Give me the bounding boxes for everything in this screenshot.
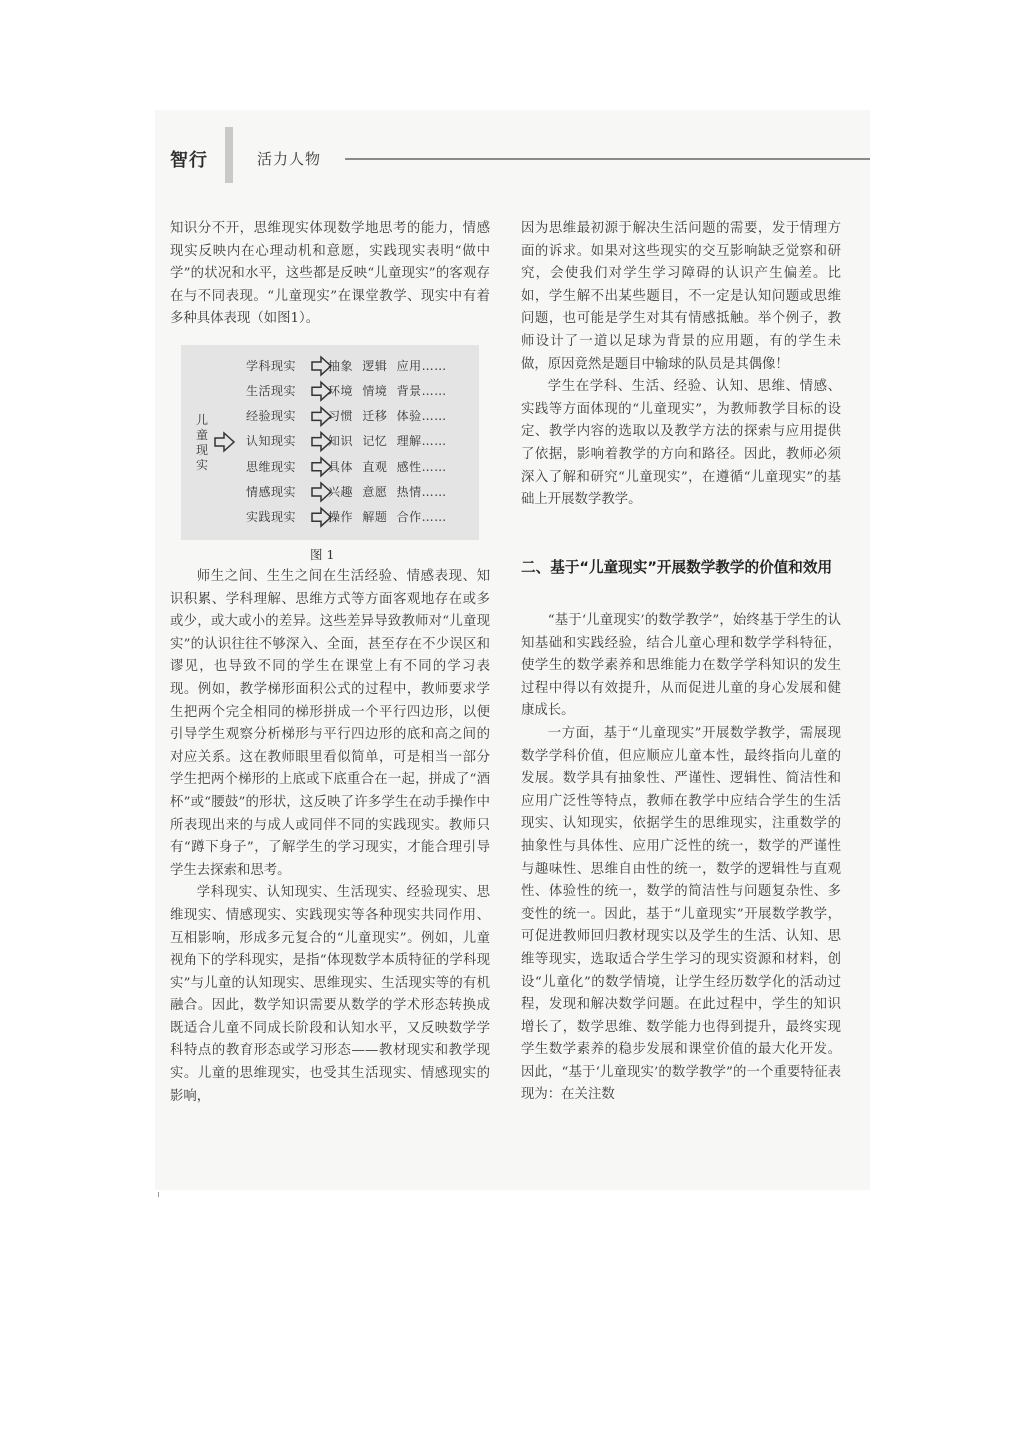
figure-row xyxy=(246,509,447,525)
figure-row xyxy=(246,408,447,424)
paragraph: 因为思维最初源于解决生活问题的需要，发于情理方面的诉求。如果对这些现实的交互影响缺乏觉察和研究，会使我们对学生学习障碍的认识产生偏差。比如，学生解不出某些题目，不一定是认知问题或思维问题，也可能是学生对其有情感抵触。举个例子，教师设计了一道以足球为背景的应用题，有的学生未做，原因竟然是题目中输球的队员是其偶像！ xyxy=(521,221,841,372)
section-heading: 二、基于“儿童现实”开展数学教学的价值和效用 xyxy=(521,559,833,576)
figure-caption: 图 1 xyxy=(310,547,335,562)
left-column-top xyxy=(170,218,490,331)
scan-mark xyxy=(158,1192,159,1197)
row-name: 认知现实 xyxy=(246,434,297,448)
paragraph: 一方面，基于“儿童现实”开展数学教学，需展现数学学科价值，但应顺应儿童本性，最终指向儿童的发展。数学具有抽象性、严谨性、逻辑性、简洁性和应用广泛性等特点，教师在教学中应结合学生的生活现实、认知现实，依据学生的思维现实，注重数学的抽象性与具体性、应用广泛性的统一，数学的严谨性与趣味性、思维自由性的统一，数学的逻辑性与直观性、体验性的统一，数学的简洁性与问题复杂性、多变性的统一。因此，基于“儿童现实”开展数学教学，可促进教师回归教材现实以及学生的生活、认知、思维等现实，选取适合学生学习的现实资源和材料，创设“儿童化”的数学情境，让学生经历数学化的活动过程，发现和解决数学问题。在此过程中，学生的知识增长了，数学思维、数学能力也得到提升，最终实现学生数学素养的稳步发展和课堂价值的最大化开发。因此，“基于‘儿童现实’的数学教学”的一个重要特征表现为：在关注数 xyxy=(521,725,841,1103)
paragraph: 师生之间、生生之间在生活经验、情感表现、知识积累、学科理解、思维方式等方面客观地存在或多或少，或大或小的差异。这些差异导致教师对“儿童现实”的认识往往不够深入、全面，甚至存在不少误区和谬见，也导致不同的学生在课堂上有不同的学习表现。例如，教学梯形面积公式的过程中，教师要求学生把两个完全相同的梯形拼成一个平行四边形，以便引导学生观察分析梯形与平行四边形的底和高之间的对应关系。这在教师眼里看似简单，可是相当一部分学生把两个梯形的上底或下底重合在一起，拼成了“酒杯”或“腰鼓”的形状，这反映了许多学生在动手操作中所表现出来的与成人或同伴不同的实践现实。教师只有“蹲下身子”，了解学生的学习现实，才能合理引导学生去探索和思考。 xyxy=(170,569,490,878)
header-rule xyxy=(345,158,870,160)
paragraph: 知识分不开，思维现实体现数学地思考的能力，情感现实反映内在心理动机和意愿，实践现实表明“做中学”的状况和水平，这些都是反映“儿童现实”的客观存在与不同表现。“儿童现实”在课堂教学、现实中有着多种具体表现（如图1）。 xyxy=(170,221,490,327)
row-name: 经验现实 xyxy=(246,409,297,423)
paragraph: 学生在学科、生活、经验、认知、思维、情感、实践等方面体现的“儿童现实”，为教师教学目标的设定、教学内容的选取以及教学方法的探索与应用提供了依据，影响着教学的方向和路径。因此，教师必须深入了解和研究“儿童现实”，在遵循“儿童现实”的基础上开展数学教学。 xyxy=(521,379,841,508)
figure-root-label: 儿童现实 xyxy=(196,413,209,472)
row-name: 思维现实 xyxy=(246,460,297,474)
figure-row xyxy=(246,459,447,475)
left-column-body xyxy=(170,566,490,1108)
paragraph: “基于‘儿童现实’的数学教学”，始终基于学生的认知基础和实践经验，结合儿童心理和数学学科特征，使学生的数学素养和思维能力在数学学科知识的发生过程中得以有效提升，从而促进儿童的身心发展和健康成长。 xyxy=(521,613,841,719)
row-items: 抽象 逻辑 应用…… xyxy=(328,359,447,373)
right-column-top xyxy=(521,218,841,512)
figure-row xyxy=(246,484,447,500)
row-items: 习惯 迁移 体验…… xyxy=(328,409,447,423)
figure-diagram xyxy=(181,345,479,540)
row-name: 学科现实 xyxy=(246,359,297,373)
row-items: 知识 记忆 理解…… xyxy=(328,434,447,448)
section-title: 活力人物 xyxy=(257,150,322,168)
root-arrow-icon xyxy=(215,433,234,451)
row-name: 生活现实 xyxy=(246,384,297,398)
figure-row xyxy=(246,433,447,449)
row-name: 情感现实 xyxy=(246,485,297,499)
row-items: 兴趣 意愿 热情…… xyxy=(328,485,447,499)
row-items: 操作 解题 合作…… xyxy=(328,510,447,524)
header-divider-bar xyxy=(225,127,233,183)
row-items: 具体 直观 感性…… xyxy=(328,460,447,474)
figure-row xyxy=(246,383,447,399)
row-name: 实践现实 xyxy=(246,510,297,524)
paragraph: 学科现实、认知现实、生活现实、经验现实、思维现实、情感现实、实践现实等各种现实共同作用、互相影响，形成多元复合的“儿童现实”。例如，儿童视角下的学科现实，是指“体现数学本质特征的学科现实”与儿童的认知现实、思维现实、生活现实等的有机融合。因此，数学知识需要从数学的学术形态转换成既适合儿童不同成长阶段和认知水平，又反映数学学科特点的教育形态或学习形态——教材现实和教学现实。儿童的思维现实，也受其生活现实、情感现实的影响， xyxy=(170,885,490,1104)
row-items: 环境 情境 背景…… xyxy=(328,384,447,398)
magazine-brand: 智行 xyxy=(170,150,208,171)
right-column-body xyxy=(521,610,841,1107)
figure-row xyxy=(246,358,447,374)
